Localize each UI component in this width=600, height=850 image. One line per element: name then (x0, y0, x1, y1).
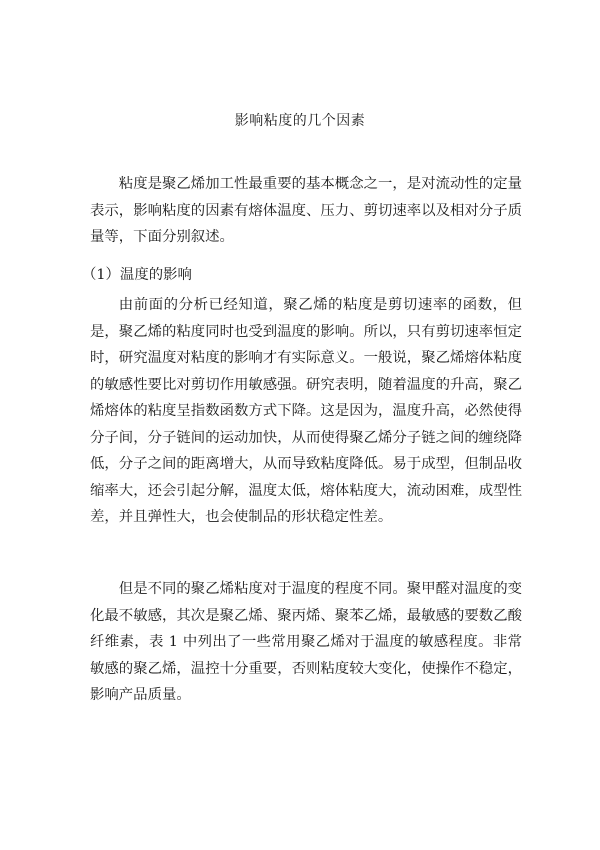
sensitivity-paragraph: 但是不同的聚乙烯粘度对于温度的程度不同。聚甲醛对温度的变化最不敏感，其次是聚乙烯、聚丙烯、聚苯乙烯，最敏感的要数乙酸纤维素，表 1 中列出了一些常用聚乙烯对于温度的敏感程度。非常敏感的聚乙烯，温控十分重要，否则粘度较大变化，使操作不稳定，影响产品质量。 (90, 581, 522, 703)
section-heading: （1）温度的影响 (82, 267, 192, 283)
intro-paragraph: 粘度是聚乙烯加工性最重要的基本概念之一，是对流动性的定量表示，影响粘度的因素有熔体温度、压力、剪切速率以及相对分子质量等，下面分别叙述。 (90, 176, 522, 245)
temperature-paragraph: 由前面的分析已经知道，聚乙烯的粘度是剪切速率的函数，但是，聚乙烯的粘度同时也受到温度的影响。所以，只有剪切速率恒定时，研究温度对粘度的影响才有实际意义。一般说，聚乙烯熔体粘度的敏感性要比对剪切作用敏感强。研究表明，随着温度的升高，聚乙烯熔体的粘度呈指数函数方式下降。这是因为，温度升高，必然使得分子间，分子链间的运动加快，从而使得聚乙烯分子链之间的缠绕降低，分子之间的距离增大，从而导致粘度降低。易于成型，但制品收缩率大，还会引起分解，温度太低，熔体粘度大，流动困难，成型性差，并且弹性大，也会使制品的形状稳定性差。 (90, 297, 522, 525)
document-title: 影响粘度的几个因素 (234, 113, 366, 129)
